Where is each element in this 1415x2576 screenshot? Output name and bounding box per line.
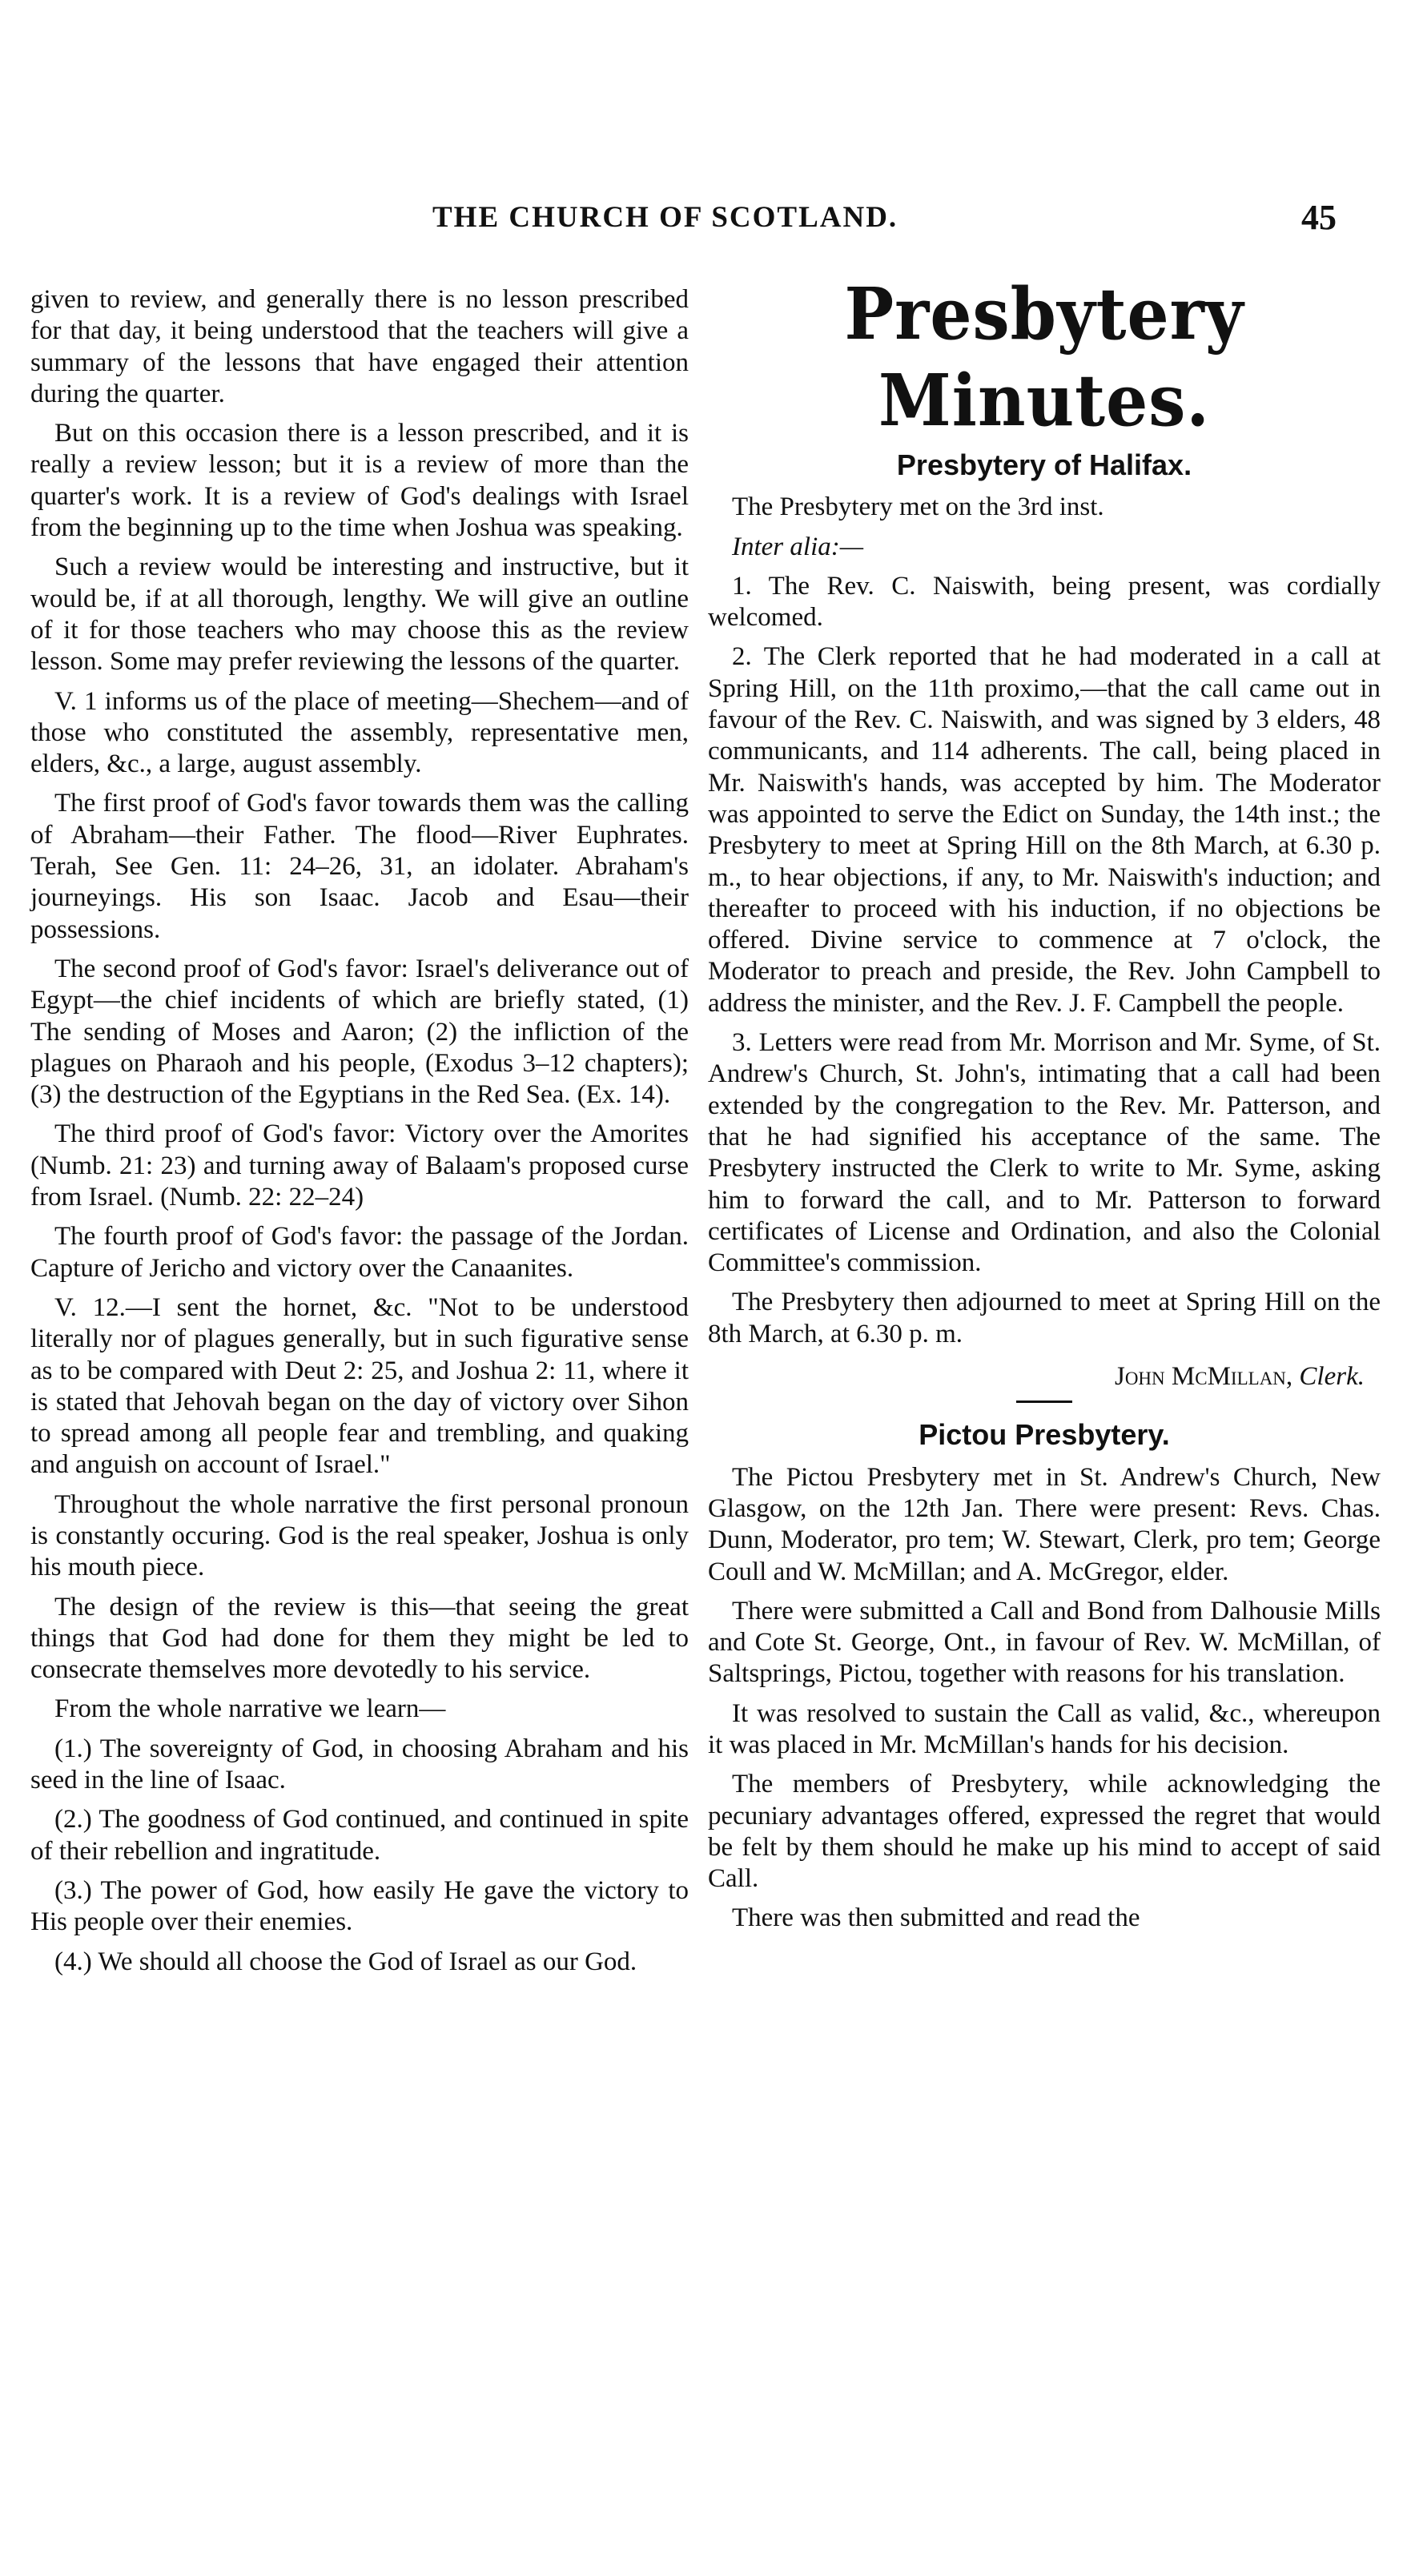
left-column: [30, 284, 689, 1986]
right-column: [708, 273, 1381, 1943]
paragraph: The members of Presbytery, while acknowledging the pecuniary advantages offered, expressed the regret that would be felt by them should he make up his mind to accept of said Call.: [708, 1770, 1381, 1894]
paragraph: 1. The Rev. C. Naiswith, being present, was cordially welcomed.: [708, 571, 1381, 633]
section-masthead: Presbytery Minutes.: [844, 273, 1244, 443]
paragraph: It was resolved to sustain the Call as valid, &c., whereupon it was placed in Mr. McMillan's hands for his decision.: [708, 1698, 1381, 1759]
paragraph: The third proof of God's favor: Victory over the Amorites (Numb. 21: 23) and turning away of Balaam's proposed curse from Israel. (Numb. 22: 22–24): [30, 1119, 689, 1212]
list-item: (1.) The sovereignty of God, in choosing Abraham and his seed in the line of Isaac.: [30, 1734, 689, 1795]
section-title-halifax: Presbytery of Halifax.: [896, 448, 1192, 481]
paragraph: given to review, and generally there is no lesson prescribed for that day, it being understood that the teachers will give a summary of the lessons that have engaged their attention during the quarter.: [30, 285, 689, 408]
paragraph: V. 1 informs us of the place of meeting—Shechem—and of those who constituted the assembly, representative men, elders, &c., a large, august assembly.: [30, 686, 689, 779]
paragraph: 3. Letters were read from Mr. Morrison and Mr. Syme, of St. Andrew's Church, St. John's, intimating that a call had been extended by the congregation to the Rev. Mr. Patterson, and that he had signified his acceptance of the same. The Presbytery instructed the Clerk to write to Mr. Syme, asking him to forward the call, and to Mr. Patterson to forward certificates of License and Ordination, and also the Colonial Committee's commission.: [708, 1028, 1381, 1278]
paragraph: The design of the review is this—that seeing the great things that God had done for them they might be led to consecrate themselves more devotedly to his service.: [30, 1592, 689, 1685]
paragraph: The first proof of God's favor towards them was the calling of Abraham—their Father. The flood—River Euphrates. Terah, See Gen. 11: 24–26, 31, an idolater. Abraham's journeyings. His son Isaac. Jacob and Esau—their possessions.: [30, 789, 689, 944]
signature: [708, 1361, 1365, 1392]
paragraph: From the whole narrative we learn—: [54, 1694, 446, 1724]
section-title-pictou: Pictou Presbytery.: [919, 1418, 1170, 1452]
running-head: THE CHURCH OF SCOTLAND.: [432, 201, 898, 234]
paragraph: There was then submitted and read the: [732, 1903, 1140, 1933]
signature-name: John McMillan,: [1114, 1362, 1293, 1392]
paragraph: 2. The Clerk reported that he had moderated in a call at Spring Hill, on the 11th proximo,—that the call came out in favour of the Rev. C. Naiswith, and was signed by 3 elders, 48 communicants, and 114 adherents. The call, being placed in Mr. Naiswith's hands, was accepted by him. The Moderator was appointed to serve the Edict on Sunday, the 14th inst.; the Presbytery to meet at Spring Hill on the 8th March, at 6.30 p. m., to hear objections, if any, to Mr. Naiswith's induction; and thereafter to proceed with his induction, if no objections be offered. Divine service to commence at 7 o'clock, the Moderator to preach and preside, the Rev. John Campbell to address the minister, and the Rev. J. F. Campbell the people.: [708, 642, 1381, 1018]
paragraph: Throughout the whole narrative the first personal pronoun is constantly occuring. God is the real speaker, Joshua is only his mouth piece.: [30, 1489, 689, 1582]
paragraph: Inter alia:—: [732, 532, 864, 561]
paragraph: The second proof of God's favor: Israel's deliverance out of Egypt—the chief incidents of which are briefly stated, (1) The sending of Moses and Aaron; (2) the infliction of the plagues on Pharaoh and his people, (Exodus 3–12 chapters); (3) the destruction of the Egyptians in the Red Sea. (Ex. 14).: [30, 954, 689, 1110]
list-item: (2.) The goodness of God continued, and continued in spite of their rebellion and ingratitude.: [30, 1805, 689, 1866]
paragraph: The Presbytery then adjourned to meet at Spring Hill on the 8th March, at 6.30 p. m.: [708, 1288, 1381, 1348]
signature-role: Clerk.: [1299, 1362, 1365, 1392]
list-item: (3.) The power of God, how easily He gave the victory to His people over their enemies.: [30, 1875, 689, 1937]
paragraph: The Pictou Presbytery met in St. Andrew's Church, New Glasgow, on the 12th Jan. There were present: Revs. Chas. Dunn, Moderator, pro tem; W. Stewart, Clerk, pro tem; George Coull and W. McMillan; and A. McGregor, elder.: [708, 1462, 1381, 1586]
paragraph: Such a review would be interesting and instructive, but it would be, if at all thorough, lengthy. We will give an outline of it for those teachers who may choose this as the review lesson. Some may prefer reviewing the lessons of the quarter.: [30, 553, 689, 677]
section-divider: [1016, 1401, 1072, 1403]
paragraph: V. 12.—I sent the hornet, &c. "Not to be understood literally nor of plagues generally, but in such figurative sense as to be compared with Deut 2: 25, and Joshua 2: 11, where it is stated that Jehovah began on the day of victory over Sihon to spread among all people fear and trembling, and quaking and anguish on account of Israel.": [30, 1292, 689, 1480]
paragraph: The Presbytery met on the 3rd inst.: [732, 492, 1104, 522]
page-header: [0, 200, 1415, 248]
page-number: 45: [1301, 198, 1337, 237]
paragraph: There were submitted a Call and Bond from Dalhousie Mills and Cote St. George, Ont., in favour of Rev. W. McMillan, of Saltsprings, Pictou, together with reasons for his translation.: [708, 1596, 1381, 1689]
paragraph: But on this occasion there is a lesson prescribed, and it is really a review lesson; but it is a review of more than the quarter's work. It is a review of God's dealings with Israel from the beginning up to the time when Joshua was speaking.: [30, 419, 689, 543]
list-item: (4.) We should all choose the God of Israel as our God.: [54, 1947, 637, 1976]
paragraph: The fourth proof of God's favor: the passage of the Jordan. Capture of Jericho and victory over the Canaanites.: [30, 1222, 689, 1283]
